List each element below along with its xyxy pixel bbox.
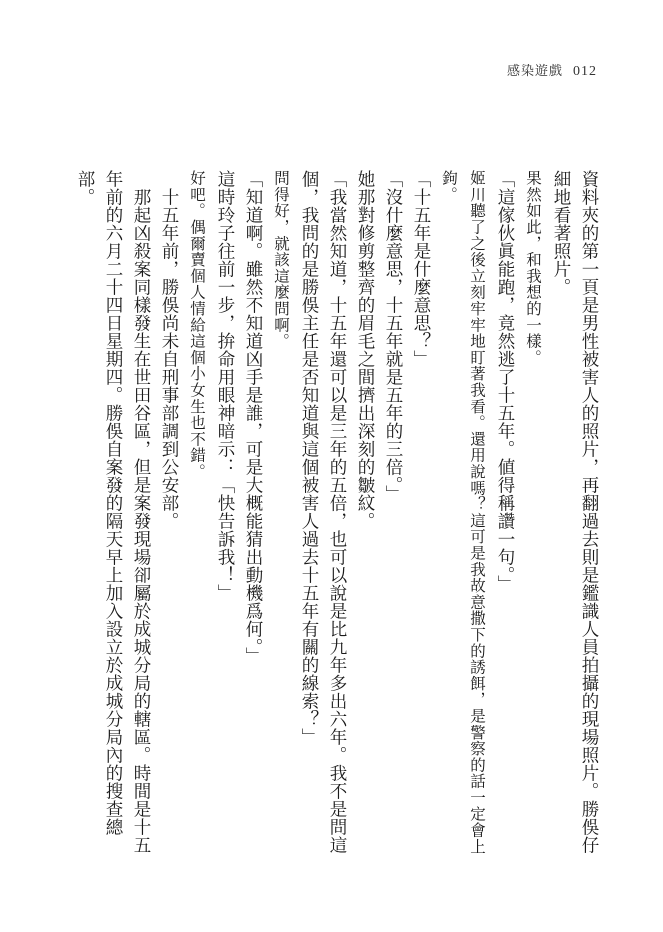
paragraph: 「我當然知道，十五年還可以是三年的五倍，也可以說是比九年多出六年。我不是問這個，我問的是勝俁主任是否知道與這個被害人過去十五年有關的線索？」 [299, 170, 347, 854]
body-text [43, 170, 603, 870]
paragraph: 「沒什麼意思，十五年就是五年的三倍。」 [383, 170, 403, 504]
paragraph: 資料夾的第一頁是男性被害人的照片，再翻過去則是鑑識人員拍攝的現場照片。勝俁仔細地看著照片。 [551, 170, 599, 854]
page-header [507, 60, 597, 80]
paragraph: 果然如此，和我想的一樣。 [524, 170, 542, 366]
paragraph: 她那對修剪整齊的眉毛之間擠出深刻的皺紋。 [355, 170, 375, 530]
paragraph: 「知道啊。雖然不知道凶手是誰，可是大概能猜出動機爲何。」 [243, 170, 263, 666]
paragraph: 這時玲子往前一步，拚命用眼神暗示：「快告訴我！」 [215, 170, 235, 602]
paragraph: 問得好，就該這麼問啊。 [272, 170, 290, 350]
paragraph: 十五年前，勝俁尚未自刑事部調到公安部。 [159, 187, 179, 530]
paragraph: 姬川聽了之後立刻牢牢地盯著我看。還用說嗎？這可是我故意撒下的誘餌，是警察的話一定會上鉤。 [440, 170, 486, 855]
running-book-title: 感染遊戲 [506, 64, 563, 79]
paragraph: 好吧。偶爾賣個人情給這個小女生也不錯。 [188, 170, 206, 480]
paragraph: 那起凶殺案同樣發生在世田谷區，但是案發現場卻屬於成城分局的轄區。時間是十五年前的六月二十四日星期四。勝俁自案發的隔天早上加入設立於成城分局內的搜查總部。 [75, 170, 151, 854]
paragraph: 「十五年是什麼意思？」 [411, 170, 431, 368]
page-number: 012 [573, 64, 597, 79]
paragraph: 「這傢伙眞能跑，竟然逃了十五年。値得稱讚一句。」 [495, 170, 515, 594]
